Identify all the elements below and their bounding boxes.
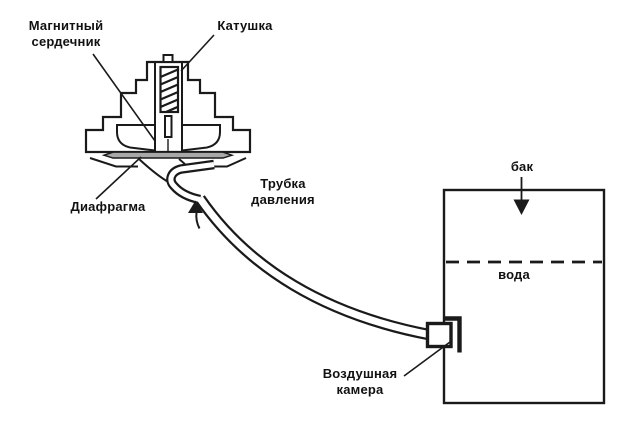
- pressure-switch-body: [86, 55, 250, 183]
- tube-bore: [200, 199, 431, 336]
- diaphragm-plate: [104, 152, 232, 158]
- lower-housing-right: [214, 158, 246, 167]
- label-diaphragm: Диафрагма: [70, 199, 146, 214]
- coil-terminal-stub: [164, 55, 173, 62]
- label-water: вода: [498, 267, 530, 282]
- label-magnetic-core: Магнитный сердечник: [28, 18, 104, 49]
- leader-diaphragm: [96, 157, 141, 199]
- funnel-left-wall: [139, 159, 170, 183]
- tube-outer: [200, 199, 431, 336]
- label-coil: Катушка: [217, 18, 273, 33]
- junction-arrow-tail: [196, 212, 199, 229]
- label-air-chamber: Воздушная камера: [322, 366, 398, 397]
- lower-housing-left: [90, 158, 138, 167]
- tank-outline: [444, 190, 604, 403]
- magnetic-core-rod: [165, 116, 172, 137]
- leader-coil: [181, 35, 214, 71]
- label-tank: бак: [510, 159, 534, 174]
- label-pressure-tube: Трубка давления: [251, 176, 315, 207]
- tank: [444, 190, 604, 403]
